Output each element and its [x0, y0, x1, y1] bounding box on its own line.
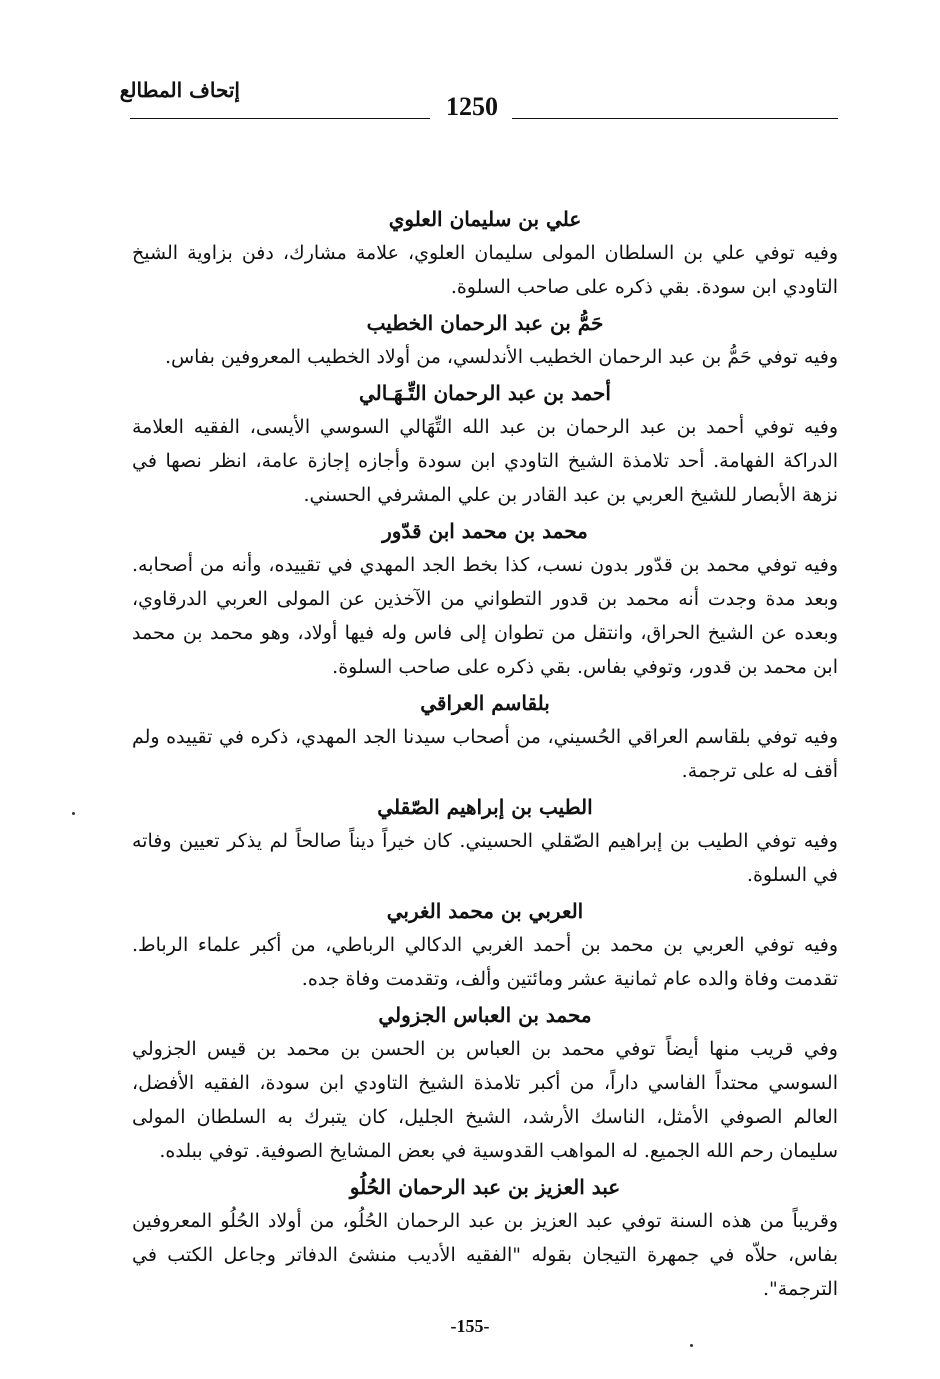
entry-text: وفي قريب منها أيضاً توفي محمد بن العباس بن الحسن بن محمد بن قيس الجزولي السوسي محتداً الفاسي داراً، من أكبر تلامذة الشيخ التاودي ابن سودة، الفقيه الأفضل، العالم الصوفي الأمثل، الناسك الأرشد، الشيخ الجليل، كان يتبرك به السلطان المولى سليمان رحم الله الجميع. له المواهب القدوسية في بعض المشايخ الصوفية. توفي ببلده.	[132, 1038, 838, 1162]
entry	[132, 306, 838, 374]
entry-text: وفيه توفي بلقاسم العراقي الحُسيني، من أصحاب سيدنا الجد المهدي، ذكره في تقييده ولم أقف له على ترجمة.	[132, 726, 838, 782]
entry	[132, 790, 838, 892]
entry-title: محمد بن العباس الجزولي	[378, 1003, 592, 1027]
entry-title: عبد العزيز بن عبد الرحمان الحُلُو	[349, 1175, 621, 1199]
entry-text: وقريباً من هذه السنة توفي عبد العزيز بن عبد الرحمان الحُلُو، من أولاد الحُلُو المعروفين بفاس، حلاّه في جمهرة التيجان بقوله "الفقيه الأديب منشئ الدفاتر وجاعل الكتب في الترجمة".	[132, 1210, 838, 1300]
scan-speck	[690, 1344, 693, 1347]
header-rule-right	[512, 118, 838, 119]
footer-page-number: -155-	[450, 1316, 490, 1336]
entry	[132, 894, 838, 996]
running-title: إتحاف المطالع	[119, 78, 240, 102]
entry-title: محمد بن محمد ابن قدّور	[382, 519, 588, 543]
entry-title: أحمد بن عبد الرحمان التِّـهَـالي	[359, 381, 611, 405]
entry	[132, 686, 838, 788]
entry	[132, 1170, 838, 1306]
entry-text: وفيه توفي أحمد بن عبد الرحمان بن عبد الله التِّهَالي السوسي الأيسى، الفقيه العلامة الدراكة الفهامة. أحد تلامذة الشيخ التاودي ابن سودة وأجازه إجازة عامة، انظر نصها في نزهة الأبصار للشيخ العربي بن عبد القادر بن علي المشرفي الحسني.	[132, 416, 838, 506]
entry-title: بلقاسم العراقي	[420, 691, 550, 715]
entry-title: العربي بن محمد الغربي	[386, 899, 584, 923]
header-rule-left	[130, 118, 430, 119]
entry	[132, 514, 838, 684]
entry	[132, 998, 838, 1168]
header-page-number: 1250	[446, 92, 498, 121]
entry-text: وفيه توفي حَمُّ بن عبد الرحمان الخطيب الأندلسي، من أولاد الخطيب المعروفين بفاس.	[164, 346, 838, 368]
entry-title: حَمُّ بن عبد الرحمان الخطيب	[366, 311, 604, 335]
page-body	[132, 200, 838, 1306]
entry-text: وفيه توفي الطيب بن إبراهيم الصّقلي الحسيني. كان خيراً ديناً صالحاً لم يذكر تعيين وفاته في السلوة.	[132, 830, 838, 886]
entry-title: علي بن سليمان العلوي	[388, 207, 582, 231]
entry-title: الطيب بن إبراهيم الصّقلي	[377, 795, 593, 819]
entry-text: وفيه توفي علي بن السلطان المولى سليمان العلوي، علامة مشارك، دفن بزاوية الشيخ التاودي ابن سودة. بقي ذكره على صاحب السلوة.	[132, 242, 838, 298]
entry	[132, 376, 838, 512]
entry-text: وفيه توفي محمد بن قدّور بدون نسب، كذا بخط الجد المهدي في تقييده، وأنه من أصحابه. وبعد مدة وجدت أنه محمد بن قدور التطواني من الآخذين عن المولى العربي الدرقاوي، وبعده عن الشيخ الحراق، وانتقل من تطوان إلى فاس وله فيها أولاد، وهو محمد بن محمد ابن محمد بن قدور، وتوفي بفاس. بقي ذكره على صاحب السلوة.	[132, 554, 838, 678]
scan-speck	[72, 812, 75, 815]
entry	[132, 202, 838, 304]
entry-text: وفيه توفي العربي بن محمد بن أحمد الغربي الدكالي الرباطي، من أكبر علماء الرباط. تقدمت وفاة والده عام ثمانية عشر ومائتين وألف، وتقدمت وفاة جده.	[132, 934, 838, 990]
